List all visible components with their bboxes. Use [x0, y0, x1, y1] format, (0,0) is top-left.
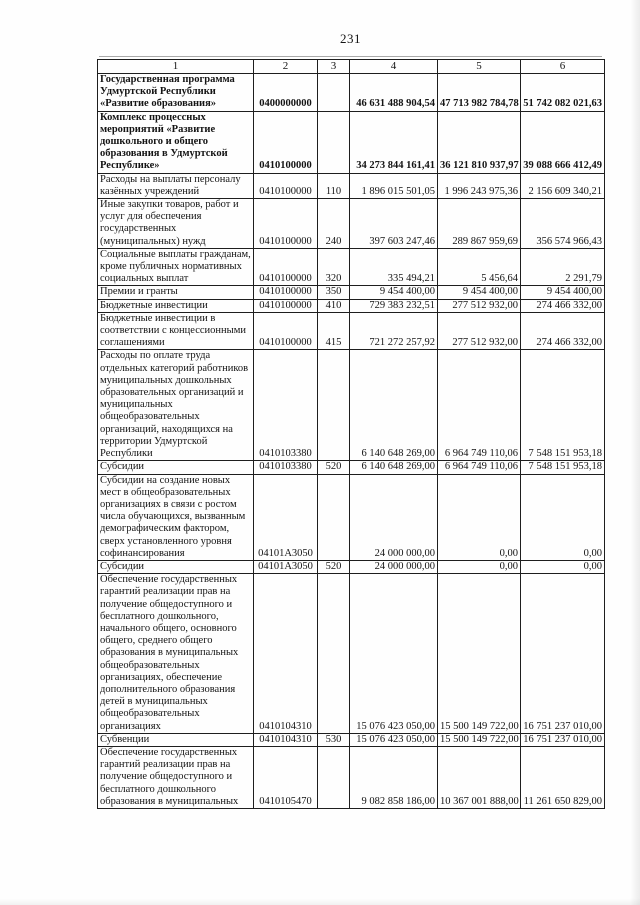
- cell-expense-type-code: [318, 474, 350, 560]
- cell-expense-type-code: 410: [318, 299, 350, 312]
- budget-table: [97, 59, 605, 809]
- cell-amount-year3: 39 088 666 412,49: [521, 111, 605, 173]
- table-row: [98, 560, 605, 573]
- column-header-6: 6: [521, 60, 605, 74]
- cell-amount-year1: 9 454 400,00: [350, 286, 438, 299]
- cell-amount-year3: 16 751 237 010,00: [521, 574, 605, 734]
- cell-expense-type-code: [318, 74, 350, 112]
- column-header-5: 5: [438, 60, 521, 74]
- cell-description: Субвенции: [98, 733, 254, 746]
- cell-amount-year1: 1 896 015 501,05: [350, 173, 438, 198]
- cell-description: Расходы по оплате труда отдельных категорий работников муниципальных дошкольных образовательных организаций и муниципальных общеобразовательных организаций, находящихся на территории Удмуртской Республики: [98, 350, 254, 461]
- cell-description: Государственная программа Удмуртской Республики «Развитие образования»: [98, 74, 254, 112]
- cell-amount-year1: 15 076 423 050,00: [350, 733, 438, 746]
- cell-description: Премии и гранты: [98, 286, 254, 299]
- cell-amount-year2: 5 456,64: [438, 248, 521, 286]
- cell-amount-year2: 277 512 932,00: [438, 299, 521, 312]
- cell-amount-year3: 2 291,79: [521, 248, 605, 286]
- cell-expense-type-code: [318, 574, 350, 734]
- table-row: [98, 733, 605, 746]
- cell-target-code: 0410104310: [254, 574, 318, 734]
- cell-target-code: 0410100000: [254, 248, 318, 286]
- cell-expense-type-code: [318, 746, 350, 808]
- cell-amount-year2: 10 367 001 888,00: [438, 746, 521, 808]
- cell-amount-year2: 6 964 749 110,06: [438, 350, 521, 461]
- cell-amount-year3: 11 261 650 829,00: [521, 746, 605, 808]
- column-header-3: 3: [318, 60, 350, 74]
- cell-amount-year3: 2 156 609 340,21: [521, 173, 605, 198]
- cell-expense-type-code: [318, 111, 350, 173]
- scan-shadow-right: [630, 0, 640, 905]
- cell-expense-type-code: 530: [318, 733, 350, 746]
- cell-expense-type-code: [318, 350, 350, 461]
- cell-amount-year1: 24 000 000,00: [350, 560, 438, 573]
- cell-amount-year2: 9 454 400,00: [438, 286, 521, 299]
- cell-amount-year2: 36 121 810 937,97: [438, 111, 521, 173]
- cell-amount-year2: 277 512 932,00: [438, 312, 521, 350]
- budget-table-body: [98, 74, 605, 809]
- table-row: [98, 299, 605, 312]
- cell-amount-year3: 7 548 151 953,18: [521, 461, 605, 474]
- cell-amount-year3: 51 742 082 021,63: [521, 74, 605, 112]
- cell-expense-type-code: 520: [318, 461, 350, 474]
- cell-amount-year1: 335 494,21: [350, 248, 438, 286]
- cell-target-code: 0410100000: [254, 299, 318, 312]
- cell-target-code: 0410100000: [254, 199, 318, 249]
- cell-amount-year1: 6 140 648 269,00: [350, 461, 438, 474]
- table-row: [98, 350, 605, 461]
- cell-description: Комплекс процессных мероприятий «Развитие дошкольного и общего образования в Удмуртской Республике»: [98, 111, 254, 173]
- table-row: [98, 474, 605, 560]
- cell-target-code: 04101А3050: [254, 474, 318, 560]
- cell-target-code: 0410103380: [254, 461, 318, 474]
- cell-amount-year2: 47 713 982 784,78: [438, 74, 521, 112]
- column-header-2: 2: [254, 60, 318, 74]
- scan-artifact-line: [99, 56, 602, 57]
- cell-amount-year1: 34 273 844 161,41: [350, 111, 438, 173]
- cell-target-code: 0410103380: [254, 350, 318, 461]
- cell-expense-type-code: 520: [318, 560, 350, 573]
- cell-description: Обеспечение государственных гарантий реализации прав на получение общедоступного и бесплатного дошкольного, начального общего, основного общего, среднего общего образования в муниципальных общеобразовательных организациях, обеспечение дополнительного образования детей в муниципальных общеобразовательных организациях: [98, 574, 254, 734]
- cell-amount-year1: 729 383 232,51: [350, 299, 438, 312]
- cell-target-code: 0400000000: [254, 74, 318, 112]
- cell-description: Субсидии: [98, 560, 254, 573]
- cell-expense-type-code: 320: [318, 248, 350, 286]
- cell-expense-type-code: 240: [318, 199, 350, 249]
- cell-amount-year2: 6 964 749 110,06: [438, 461, 521, 474]
- cell-description: Субсидии: [98, 461, 254, 474]
- cell-target-code: 0410100000: [254, 286, 318, 299]
- cell-description: Субсидии на создание новых мест в общеобразовательных организациях в связи с ростом числа обучающихся, вызванным демографическим фактором, сверх установленного уровня софинансирования: [98, 474, 254, 560]
- cell-amount-year3: 0,00: [521, 474, 605, 560]
- table-row: [98, 461, 605, 474]
- cell-description: Бюджетные инвестиции в соответствии с концессионными соглашениями: [98, 312, 254, 350]
- cell-amount-year2: 15 500 149 722,00: [438, 574, 521, 734]
- table-row: [98, 746, 605, 808]
- cell-amount-year3: 9 454 400,00: [521, 286, 605, 299]
- cell-expense-type-code: 350: [318, 286, 350, 299]
- cell-target-code: 0410100000: [254, 173, 318, 198]
- column-header-4: 4: [350, 60, 438, 74]
- cell-description: Бюджетные инвестиции: [98, 299, 254, 312]
- cell-amount-year3: 274 466 332,00: [521, 299, 605, 312]
- scan-shadow-bottom: [0, 898, 640, 905]
- cell-amount-year1: 721 272 257,92: [350, 312, 438, 350]
- cell-amount-year3: 16 751 237 010,00: [521, 733, 605, 746]
- cell-amount-year1: 24 000 000,00: [350, 474, 438, 560]
- table-row: [98, 111, 605, 173]
- cell-amount-year2: 0,00: [438, 560, 521, 573]
- cell-amount-year1: 46 631 488 904,54: [350, 74, 438, 112]
- cell-target-code: 04101А3050: [254, 560, 318, 573]
- table-row: [98, 286, 605, 299]
- cell-target-code: 0410100000: [254, 111, 318, 173]
- cell-amount-year3: 356 574 966,43: [521, 199, 605, 249]
- cell-description: Обеспечение государственных гарантий реализации прав на получение общедоступного и бесплатного дошкольного образования в муниципальных: [98, 746, 254, 808]
- cell-target-code: 0410105470: [254, 746, 318, 808]
- cell-amount-year3: 0,00: [521, 560, 605, 573]
- table-row: [98, 173, 605, 198]
- cell-description: Расходы на выплаты персоналу казённых учреждений: [98, 173, 254, 198]
- cell-amount-year3: 274 466 332,00: [521, 312, 605, 350]
- cell-expense-type-code: 415: [318, 312, 350, 350]
- cell-amount-year1: 397 603 247,46: [350, 199, 438, 249]
- cell-amount-year1: 9 082 858 186,00: [350, 746, 438, 808]
- page-number: 231: [340, 31, 361, 46]
- column-header-1: 1: [98, 60, 254, 74]
- cell-amount-year1: 6 140 648 269,00: [350, 350, 438, 461]
- cell-description: Социальные выплаты гражданам, кроме публичных нормативных социальных выплат: [98, 248, 254, 286]
- table-row: [98, 248, 605, 286]
- cell-amount-year2: 15 500 149 722,00: [438, 733, 521, 746]
- cell-target-code: 0410104310: [254, 733, 318, 746]
- cell-target-code: 0410100000: [254, 312, 318, 350]
- table-row: [98, 74, 605, 112]
- cell-amount-year1: 15 076 423 050,00: [350, 574, 438, 734]
- table-row: [98, 574, 605, 734]
- cell-description: Иные закупки товаров, работ и услуг для обеспечения государственных (муниципальных) нужд: [98, 199, 254, 249]
- header-row: [98, 60, 605, 74]
- cell-amount-year2: 0,00: [438, 474, 521, 560]
- cell-amount-year2: 1 996 243 975,36: [438, 173, 521, 198]
- table-row: [98, 199, 605, 249]
- cell-amount-year2: 289 867 959,69: [438, 199, 521, 249]
- cell-amount-year3: 7 548 151 953,18: [521, 350, 605, 461]
- budget-table-header: [98, 60, 605, 74]
- cell-expense-type-code: 110: [318, 173, 350, 198]
- table-row: [98, 312, 605, 350]
